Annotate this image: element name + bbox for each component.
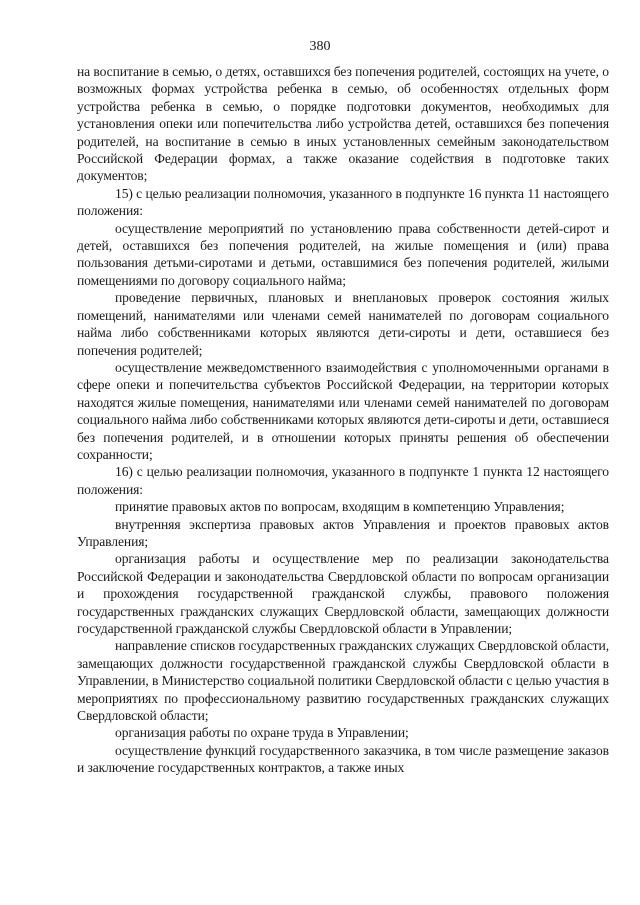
body-text xyxy=(77,63,609,777)
paragraph-continuation: на воспитание в семью, о детях, оставшихся без попечения родителей, состоящих на учете, о возможных формах устройства ребенка в семью, об особенностях отдельных форм устройства ребенка в семью, о порядке подготовки документов, необходимых для установления опеки или попечительства либо устройства детей, оставшихся без попечения родителей, на воспитание в семью в иных установленных семейным законодательством Российской Федерации формах, а также оказание содействия в подготовке таких документов; xyxy=(77,64,609,184)
paragraph: организация работы по охране труда в Управлении; xyxy=(115,725,409,741)
paragraph: организация работы и осуществление мер по реализации законодательства Российской Федерации и законодательства Свердловской области по вопросам организации и прохождения государственной гражданской службы, правового положения государственных гражданских служащих Свердловской области, замещающих должности государственной гражданской службы Свердловской области в Управлении; xyxy=(77,551,609,636)
paragraph-item-16: 16) с целью реализации полномочия, указанного в подпункте 1 пункта 12 настоящего положения: xyxy=(77,464,609,497)
paragraph: принятие правовых актов по вопросам, входящим в компетенцию Управления; xyxy=(115,499,565,515)
paragraph: проведение первичных, плановых и внеплановых проверок состояния жилых помещений, нанимателями или членами семей нанимателей по договорам социального найма либо собственниками которых являются дети-сироты и дети, оставшиеся без попечения родителей; xyxy=(77,290,609,358)
page-number: 380 xyxy=(309,39,331,54)
paragraph: направление списков государственных гражданских служащих Свердловской области, замещающих должности государственной гражданской службы Свердловской области в Управлении, в Министерство социальной политики Свердловской области с целью участия в мероприятиях по профессиональному развитию государственных гражданских служащих Свердловской области; xyxy=(77,638,609,724)
paragraph: осуществление межведомственного взаимодействия с уполномоченными органами в сфере опеки и попечительства субъектов Российской Федерации, на территории которых находятся жилые помещения, нанимателями или членами семей нанимателей по договорам социального найма либо собственниками которых являются дети-сироты и дети, оставшиеся без попечения родителей, и в отношении которых приняты решения об обеспечении сохранности; xyxy=(77,359,609,462)
paragraph-item-15: 15) с целью реализации полномочия, указанного в подпункте 16 пункта 11 настоящего положения: xyxy=(77,185,609,219)
paragraph-truncated: осуществление функций государственного заказчика, в том числе размещение заказов и заключение государственных контрактов, а также иных xyxy=(77,742,609,776)
paragraph: внутренняя экспертиза правовых актов Управления и проектов правовых актов Управления; xyxy=(77,516,609,549)
paragraph: осуществление мероприятий по установлению права собственности детей-сирот и детей, оставшихся без попечения родителей, на жилые помещения и (или) права пользования детьми-сиротами и детьми, оставшимися без попечения родителей, жилыми помещениями по договору социального найма; xyxy=(77,220,609,288)
